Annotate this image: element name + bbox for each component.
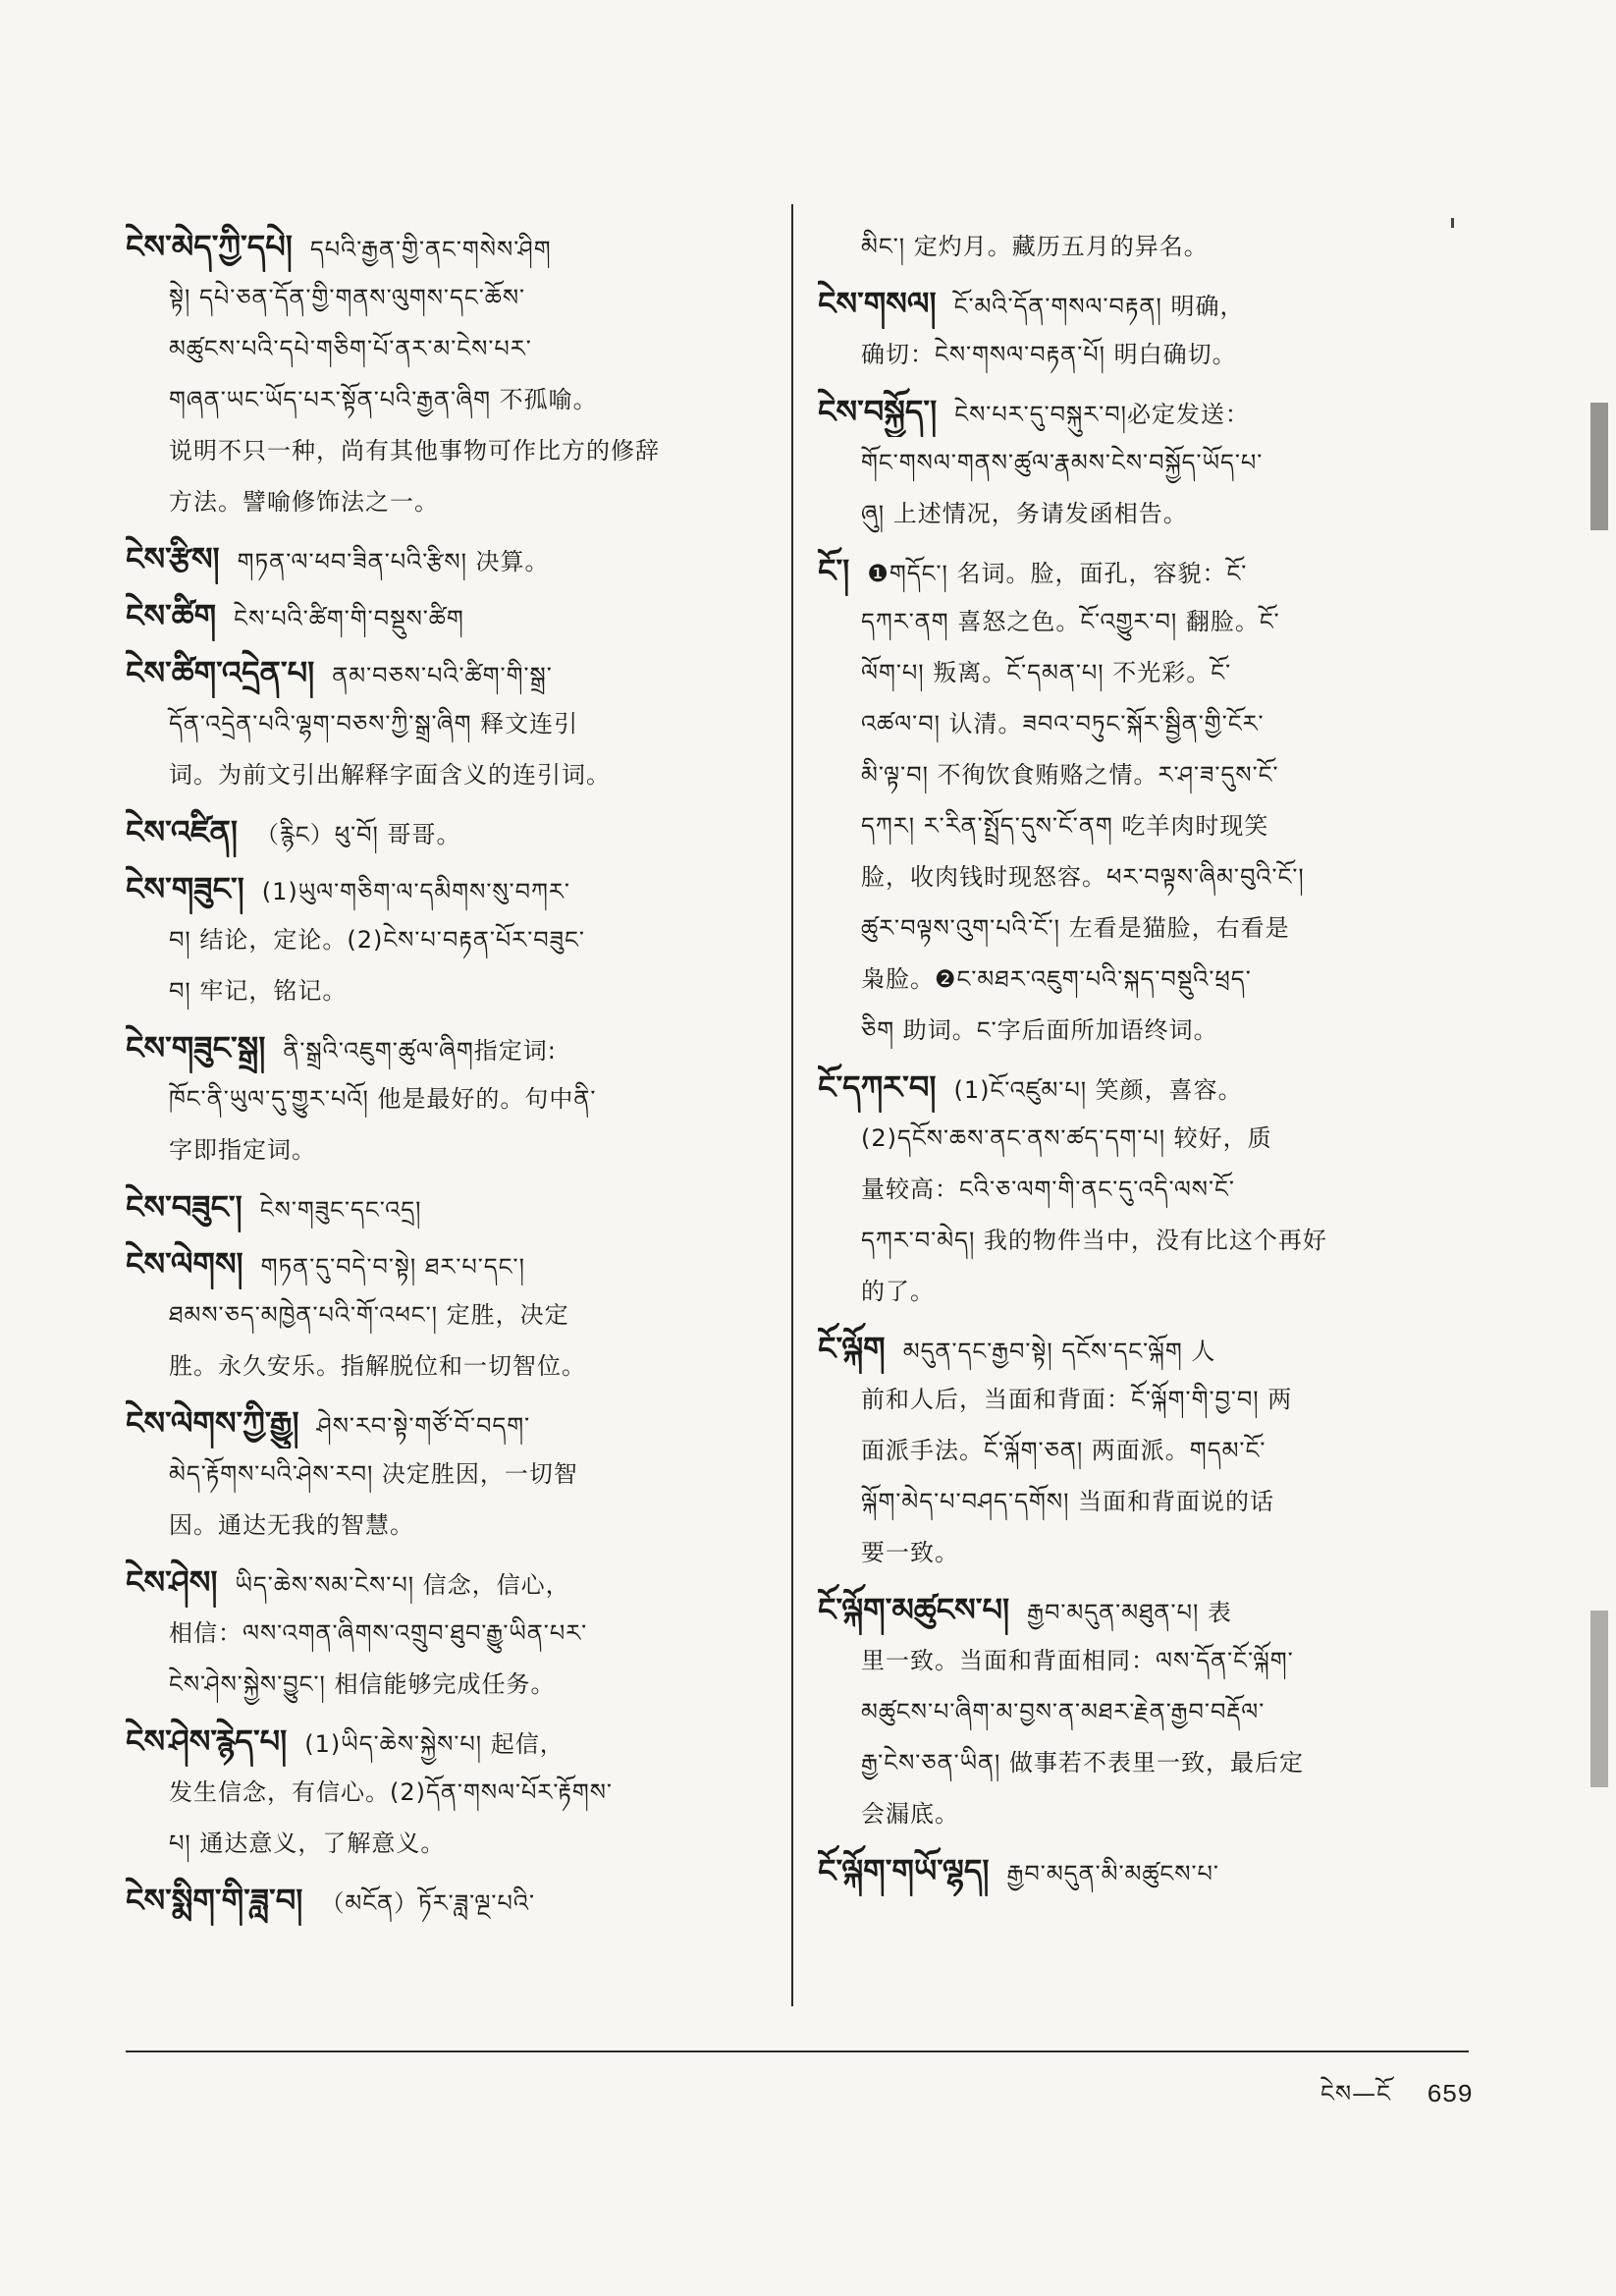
definition-text: 里一致。当面和背面相同：ལས་དོན་ངོ་ལྐོག་ bbox=[861, 1647, 1294, 1674]
entry-line bbox=[126, 533, 764, 584]
definition-text: པ། 通达意义，了解意义。 bbox=[169, 1830, 446, 1857]
definition-text: 因。通达无我的智慧。 bbox=[169, 1511, 414, 1539]
definition-text: (1)ཡིད་ཆེས་སྐྱེས་པ། 起信， bbox=[304, 1730, 565, 1758]
definition-text: གཏན་ལ་ཕབ་ཟིན་པའི་རྩིས། 决算。 bbox=[237, 548, 550, 575]
definition-text: མིང་། 定灼月。藏历五月的异名。 bbox=[861, 233, 1209, 260]
entry-line bbox=[126, 1397, 764, 1449]
entry-line bbox=[126, 1449, 764, 1500]
definition-text: (1)ངོ་འཛུམ་པ། 笑颜，喜容。 bbox=[953, 1076, 1243, 1104]
page-footer bbox=[1178, 2068, 1473, 2134]
dictionary-entry bbox=[126, 1716, 764, 1869]
entry-line bbox=[126, 425, 764, 476]
dictionary-entry bbox=[818, 386, 1466, 539]
dictionary-entry bbox=[126, 1557, 764, 1710]
entry-line bbox=[126, 1238, 764, 1289]
column-divider bbox=[791, 204, 793, 2006]
entry-line bbox=[818, 1476, 1466, 1527]
page-range: ངེས—ངོ bbox=[1320, 2080, 1391, 2107]
dictionary-entry bbox=[126, 533, 764, 584]
headword: ངེས་ཤེས། bbox=[126, 1563, 218, 1601]
entry-line bbox=[126, 806, 764, 857]
definition-text: མདུན་དང་རྒྱབ་སྟེ། དངོས་དང་ལྐོག 人 bbox=[902, 1338, 1216, 1365]
definition-text: འཚལ་བ། 认清。ཟབའ་བཏུང་སྐོར་སྦྱིན་གྱི་ངོར་ bbox=[861, 710, 1265, 738]
entry-line bbox=[126, 323, 764, 374]
entry-line bbox=[818, 278, 1466, 329]
definition-text: དཀར་ནག 喜怒之色。ངོ་འགྱུར་བ། 翻脸。ངོ་ bbox=[861, 608, 1280, 635]
definition-text: ངེས་པར་དུ་བསྐུར་བ།必定发送： bbox=[954, 401, 1250, 428]
headword: ངེས་འཛིན། bbox=[126, 813, 238, 850]
headword: ངེས་ཚིག་འདྲེན་པ། bbox=[126, 654, 315, 691]
dictionary-entry bbox=[126, 1022, 764, 1175]
dictionary-entry bbox=[818, 545, 1466, 1056]
entry-line bbox=[818, 954, 1466, 1005]
definition-text: དཀར། ར་རིན་སྤྲོད་དུས་ངོ་ནག 吃羊肉时现笑 bbox=[861, 812, 1269, 840]
headword: ངོ་། bbox=[818, 552, 850, 589]
entry-line bbox=[818, 1062, 1466, 1113]
entry-line bbox=[126, 1340, 764, 1392]
definition-text: 方法。譬喻修饰法之一。 bbox=[169, 488, 439, 516]
entry-line bbox=[818, 1788, 1466, 1839]
definition-text: 脸，收肉钱时现怒容。ཕར་བལྟས་ཞིམ་བུའི་ངོ་། bbox=[861, 863, 1305, 891]
definition-text: མཚུངས་པའི་དཔེ་གཅིག་པོ་ནར་མ་ངེས་པར་ bbox=[169, 335, 532, 362]
page-number: 659 bbox=[1427, 2080, 1473, 2109]
entry-line bbox=[818, 386, 1466, 437]
definition-text: དཀར་བ་མེད། 我的物件当中，没有比这个再好 bbox=[861, 1227, 1327, 1254]
definition-text: ཤེས་རབ་སྟེ་གཙོ་བོ་བདག་ bbox=[316, 1412, 531, 1440]
entry-line bbox=[126, 1875, 764, 1926]
definition-text: ཐམས་ཅད་མཁྱེན་པའི་གོ་འཕང་། 定胜，决定 bbox=[169, 1301, 569, 1329]
left-column bbox=[126, 221, 764, 1932]
entry-line bbox=[818, 488, 1466, 539]
definition-text: 胜。永久安乐。指解脱位和一切智位。 bbox=[169, 1352, 586, 1380]
definition-text: 字即指定词。 bbox=[169, 1136, 316, 1164]
entry-line bbox=[126, 749, 764, 800]
headword: ངེས་རྩིས། bbox=[126, 540, 220, 577]
dictionary-entry bbox=[126, 1238, 764, 1392]
headword: ངོ་ལྐོག་མཚུངས་པ། bbox=[818, 1591, 1010, 1628]
dictionary-entry bbox=[126, 863, 764, 1016]
entry-line bbox=[126, 1500, 764, 1551]
entry-line bbox=[818, 800, 1466, 851]
entry-line bbox=[818, 749, 1466, 800]
entry-line bbox=[818, 329, 1466, 380]
entry-line bbox=[126, 1073, 764, 1124]
headword: ངེས་ཚིག bbox=[126, 597, 217, 634]
entry-line bbox=[126, 374, 764, 425]
definition-text: ཅིག 助词。ང་字后面所加语终词。 bbox=[861, 1016, 1218, 1044]
dictionary-entry bbox=[126, 647, 764, 800]
headword: ངེས་གཟུང་སྒྲ། bbox=[126, 1029, 266, 1066]
entry-line bbox=[818, 1686, 1466, 1737]
entry-line bbox=[818, 1845, 1466, 1896]
definition-text: དཔའི་རྒྱན་གྱི་ནང་གསེས་ཤིག bbox=[309, 236, 552, 263]
dictionary-entry bbox=[818, 1584, 1466, 1839]
entry-line bbox=[818, 1164, 1466, 1215]
entry-line bbox=[818, 1584, 1466, 1635]
definition-text: 确切：ངེས་གསལ་བརྟན་པོ། 明白确切。 bbox=[861, 341, 1237, 368]
headword: ངོ་ལྐོག bbox=[818, 1330, 886, 1367]
entry-line bbox=[818, 1635, 1466, 1686]
entry-line bbox=[126, 1124, 764, 1175]
definition-text: བ། 结论，定论。(2)ངེས་པ་བརྟན་པོར་བཟུང་ bbox=[169, 926, 585, 954]
definition-text: གཞན་ཡང་ཡོད་པར་སྟོན་པའི་རྒྱན་ཞིག 不孤喻。 bbox=[169, 386, 598, 413]
entry-line bbox=[126, 1181, 764, 1232]
definition-text: གོང་གསལ་གནས་ཚུལ་རྣམས་ངེས་བསྐྱོད་ཡོད་པ་ bbox=[861, 449, 1264, 476]
headword: ངོ་ལྐོག་གཡོ་ལྷད། bbox=[818, 1852, 990, 1889]
definition-text: ངེས་པའི་ཚིག་གི་བསྡུས་ཚིག bbox=[234, 605, 464, 632]
definition-text: རྒྱ་ངེས་ཅན་ཡིན། 做事若不表里一致，最后定 bbox=[861, 1749, 1304, 1777]
right-column bbox=[818, 221, 1466, 1902]
entry-line bbox=[818, 1737, 1466, 1788]
headword: ངེས་སྨིག་གི་ཟླ་བ། bbox=[126, 1882, 303, 1919]
dictionary-entry bbox=[818, 1845, 1466, 1896]
dictionary-entry bbox=[126, 1397, 764, 1551]
definition-text: 要一致。 bbox=[861, 1539, 959, 1566]
definition-text: ཡིད་ཆེས་སམ་ངེས་པ། 信念，信心， bbox=[235, 1571, 570, 1599]
entry-line bbox=[818, 1215, 1466, 1266]
definition-text: （རྙིང）ཕུ་བོ། 哥哥。 bbox=[254, 821, 461, 848]
headword: ངེས་གསལ། bbox=[818, 285, 937, 322]
dictionary-entry bbox=[126, 221, 764, 527]
entry-line bbox=[126, 914, 764, 965]
definition-text: （མངོན）ཏོར་ཟླ་ལྔ་པའི་ bbox=[320, 1889, 535, 1917]
dictionary-entry bbox=[818, 278, 1466, 380]
entry-line bbox=[126, 1557, 764, 1608]
dictionary-entry bbox=[126, 806, 764, 857]
scan-edge-mark bbox=[1590, 403, 1608, 530]
entry-line bbox=[126, 476, 764, 527]
entry-line bbox=[818, 221, 1466, 272]
definition-text: བ། 牢记，铭记。 bbox=[169, 977, 348, 1005]
footer-rule bbox=[126, 2050, 1469, 2052]
entry-line bbox=[818, 1425, 1466, 1476]
headword: ངོ་དཀར་བ། bbox=[818, 1068, 937, 1106]
dictionary-entry bbox=[818, 1323, 1466, 1578]
definition-text: མཚུངས་པ་ཞིག་མ་བྱས་ན་མཐར་རྗེན་རྒྱབ་བརྡོལ་ bbox=[861, 1698, 1266, 1725]
entry-line bbox=[818, 851, 1466, 902]
entry-line bbox=[126, 1608, 764, 1659]
entry-line bbox=[126, 698, 764, 749]
entry-line bbox=[126, 647, 764, 698]
entry-line bbox=[126, 1767, 764, 1818]
entry-line bbox=[818, 437, 1466, 488]
entry-line bbox=[818, 545, 1466, 596]
definition-text: རྒྱབ་མདུན་མི་མཚུངས་པ་ bbox=[1006, 1860, 1219, 1887]
headword: ངེས་བསྐྱོད་། bbox=[818, 393, 938, 430]
definition-text: ནམ་བཅས་པའི་ཚིག་གི་སྒྲ་ bbox=[332, 662, 553, 689]
definition-text: ཚུར་བལྟས་འུག་པའི་ངོ་། 左看是猫脸，右看是 bbox=[861, 914, 1290, 942]
dictionary-entry bbox=[126, 1875, 764, 1926]
headword: ངེས་མེད་ཀྱི་དཔེ། bbox=[126, 228, 293, 265]
entry-line bbox=[818, 647, 1466, 698]
definition-text: 枭脸。❷ང་མཐར་འཇུག་པའི་སྐད་བསྡུའི་ཕྲད་ bbox=[861, 965, 1252, 993]
definition-text: མེད་རྟོགས་པའི་ཤེས་རབ། 决定胜因，一切智 bbox=[169, 1460, 578, 1488]
definition-text: དོན་འདྲེན་པའི་ལྷག་བཅས་ཀྱི་སྒྲ་ཞིག 释文连引 bbox=[169, 710, 579, 738]
definition-text: ངོ་མའི་དོན་གསལ་བརྟན། 明确， bbox=[953, 293, 1245, 320]
definition-text: 前和人后，当面和背面：ངོ་ལྐོག་གི་བྱ་བ། 两 bbox=[861, 1386, 1293, 1413]
definition-text: 发生信念，有信心。(2)དོན་གསལ་པོར་རྟོགས་ bbox=[169, 1778, 613, 1806]
entry-line bbox=[126, 1022, 764, 1073]
headword: ངེས་ཤེས་རྙེད་པ། bbox=[126, 1722, 288, 1760]
dictionary-entry bbox=[126, 1181, 764, 1232]
entry-line bbox=[126, 1818, 764, 1869]
entry-line bbox=[126, 272, 764, 323]
definition-text: སྟེ། དཔེ་ཅན་དོན་གྱི་གནས་ལུགས་དང་ཆོས་ bbox=[169, 284, 526, 311]
headword: ངེས་གཟུང་། bbox=[126, 870, 244, 907]
definition-text: 会漏底。 bbox=[861, 1800, 959, 1828]
definition-text: ངེས་ཤེས་སྐྱེས་བྱུང་། 相信能够完成任务。 bbox=[169, 1670, 556, 1698]
definition-text: ནི་སྒྲའི་འཇུག་ཚུལ་ཞིག指定词: bbox=[283, 1037, 557, 1065]
definition-text: 词。为前文引出解释字面含义的连引词。 bbox=[169, 761, 611, 789]
entry-line bbox=[126, 221, 764, 272]
scan-edge-mark bbox=[1590, 1611, 1608, 1787]
entry-line bbox=[126, 1659, 764, 1710]
headword: ངེས་ལེགས་ཀྱི་རྒྱུ། bbox=[126, 1404, 299, 1442]
definition-text: ❶གདོང་། 名词。脸，面孔，容貌：ངོ་ bbox=[867, 560, 1248, 587]
entry-line bbox=[126, 965, 764, 1016]
headword: ངེས་ལེགས། bbox=[126, 1245, 243, 1283]
entry-line bbox=[818, 1374, 1466, 1425]
definition-text: (1)ཡུལ་གཅིག་ལ་དམིགས་སུ་བཀར་ bbox=[261, 878, 570, 905]
definition-text: 说明不只一种，尚有其他事物可作比方的修辞 bbox=[169, 437, 660, 465]
dictionary-entry bbox=[818, 1062, 1466, 1317]
definition-text: ངེས་གཟུང་དང་འདྲ། bbox=[259, 1196, 422, 1224]
definition-text: ལྐོག་མེད་པ་བཤད་དགོས། 当面和背面说的话 bbox=[861, 1488, 1275, 1515]
entry-line bbox=[126, 863, 764, 914]
definition-text: ལོག་པ། 叛离。ངོ་དམན་པ། 不光彩。ངོ་ bbox=[861, 659, 1232, 686]
definition-text: (2)དངོས་ཆས་ནང་ནས་ཚད་དག་པ། 较好，质 bbox=[861, 1124, 1272, 1152]
entry-line bbox=[818, 902, 1466, 954]
entry-line bbox=[818, 1527, 1466, 1578]
dictionary-entry bbox=[818, 221, 1466, 272]
definition-text: 相信：ལས་འགན་ཞིགས་འགྲུབ་ཐུབ་རྒྱུ་ཡིན་པར་ bbox=[169, 1619, 588, 1647]
definition-text: ཁོང་ནི་ཡུལ་དུ་གྱུར་པའོ། 他是最好的。句中ནི་ bbox=[169, 1085, 597, 1113]
entry-line bbox=[126, 1716, 764, 1767]
definition-text: ཞུ། 上述情况，务请发函相告。 bbox=[861, 500, 1188, 527]
entry-line bbox=[818, 698, 1466, 749]
entry-line bbox=[818, 1005, 1466, 1056]
entry-line bbox=[818, 1266, 1466, 1317]
dictionary-entry bbox=[126, 590, 764, 641]
definition-text: 量较高：ངའི་ཅ་ལག་གི་ནང་དུ་འདི་ལས་ངོ་ bbox=[861, 1175, 1235, 1203]
entry-line bbox=[818, 1113, 1466, 1164]
definition-text: མི་ལྟ་བ། 不徇饮食贿赂之情。ར་ཤ་ཟ་དུས་ངོ་ bbox=[861, 761, 1279, 789]
headword: ངེས་བཟུང་། bbox=[126, 1188, 242, 1226]
entry-line bbox=[126, 1289, 764, 1340]
definition-text: 面派手法。ངོ་ལྐོག་ཅན། 两面派。གདམ་ངོ་ bbox=[861, 1437, 1266, 1464]
entry-line bbox=[818, 596, 1466, 647]
entry-line bbox=[818, 1323, 1466, 1374]
entry-line bbox=[126, 590, 764, 641]
definition-text: གཏན་དུ་བདེ་བ་སྟེ། ཐར་པ་དང་། bbox=[260, 1253, 525, 1281]
definition-text: རྒྱབ་མདུན་མཐུན་པ། 表 bbox=[1027, 1599, 1232, 1626]
definition-text: 的了。 bbox=[861, 1278, 935, 1305]
